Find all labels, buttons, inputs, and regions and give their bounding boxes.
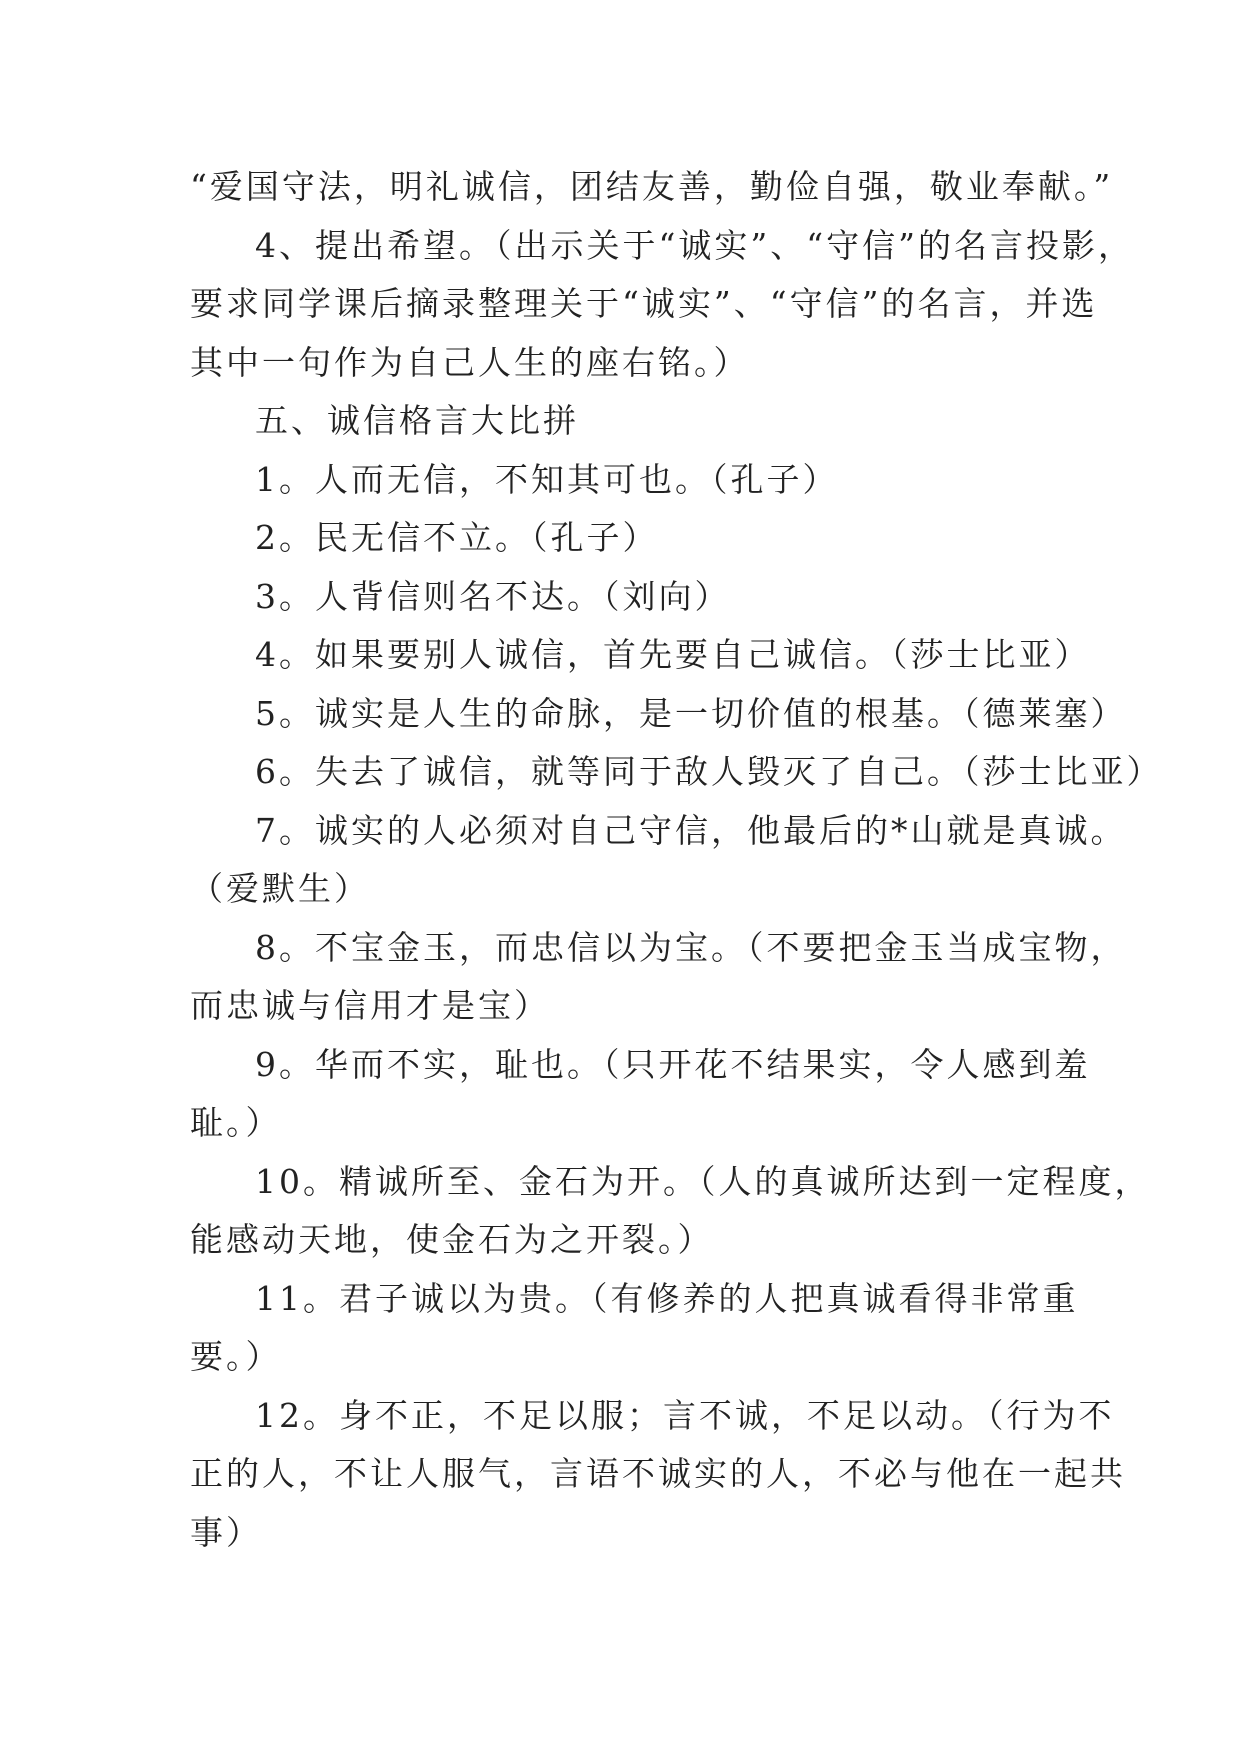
maxim-item: 9。华而不实，耻也。（只开花不结果实，令人感到羞 <box>255 1044 1091 1084</box>
text-line: 要求同学课后摘录整理关于“诚实”、“守信”的名言，并选 <box>190 284 1098 323</box>
maxim-item: 1。人而无信，不知其可也。（孔子） <box>255 459 839 499</box>
maxim-continuation: 事） <box>190 1512 262 1552</box>
maxim-item: 10。精诚所至、金石为开。（人的真诚所达到一定程度， <box>255 1161 1151 1201</box>
maxim-item: 8。不宝金玉，而忠信以为宝。（不要把金玉当成宝物， <box>255 927 1127 967</box>
maxim-item: 6。失去了诚信，就等同于敌人毁灭了自己。（莎士比亚） <box>255 752 1163 791</box>
maxim-continuation: 耻。） <box>190 1103 282 1142</box>
maxim-item: 11。君子诚以为贵。（有修养的人把真诚看得非常重 <box>255 1278 1079 1318</box>
maxim-item: 4。如果要别人诚信，首先要自己诚信。（莎士比亚） <box>255 635 1091 674</box>
document-body <box>190 158 1163 1562</box>
maxim-item: 7。诚实的人必须对自己守信，他最后的*山就是真诚。 <box>255 810 1127 850</box>
maxim-item: 3。人背信则名不达。（刘向） <box>255 576 731 616</box>
maxim-continuation: 要。） <box>190 1337 282 1376</box>
maxim-continuation: 能感动天地，使金石为之开裂。） <box>190 1220 714 1259</box>
maxim-continuation: 而忠诚与信用才是宝） <box>190 986 550 1025</box>
maxim-item: 12。身不正，不足以服；言不诚，不足以动。（行为不 <box>255 1395 1115 1435</box>
maxim-item: 2。民无信不立。（孔子） <box>255 518 659 557</box>
maxim-item: 5。诚实是人生的命脉，是一切价值的根基。（德莱塞） <box>255 693 1127 733</box>
maxim-continuation: 正的人，不让人服气，言语不诚实的人，不必与他在一起共 <box>190 1454 1126 1493</box>
text-line: 4、提出希望。（出示关于“诚实”、“守信”的名言投影， <box>255 225 1134 265</box>
text-line: 其中一句作为自己人生的座右铭。） <box>190 342 750 382</box>
section-heading: 五、诚信格言大比拼 <box>255 401 579 440</box>
maxim-continuation: （爱默生） <box>190 869 370 908</box>
text-line: “爱国守法，明礼诚信，团结友善，勤俭自强，敬业奉献。” <box>190 167 1114 206</box>
